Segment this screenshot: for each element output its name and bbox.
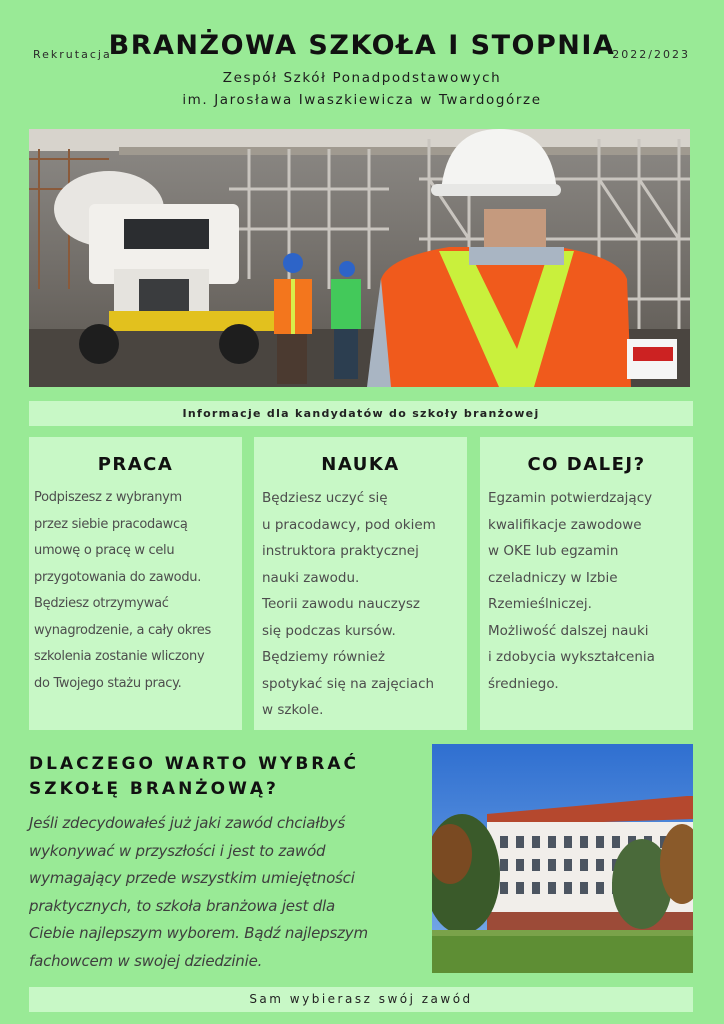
page-title: BRANŻOWA SZKOŁA I STOPNIA — [108, 30, 616, 61]
school-name-line1: Zespół Szkół Ponadpodstawowych — [222, 70, 502, 86]
column-co-dalej — [480, 437, 693, 730]
column-heading: NAUKA — [321, 454, 400, 475]
why-heading-line2: SZKOŁĘ BRANŻOWĄ? — [29, 779, 279, 799]
school-building-photo — [432, 744, 693, 973]
why-heading-line1: DLACZEGO WARTO WYBRAĆ — [29, 754, 360, 774]
why-heading — [29, 752, 419, 802]
school-name-line2: im. Jarosława Iwaszkiewicza w Twardogórze — [182, 92, 542, 108]
column-heading: CO DALEJ? — [527, 454, 646, 475]
header — [0, 0, 724, 120]
construction-site-photo — [29, 129, 690, 387]
info-bar: Informacje dla kandydatów do szkoły branżowej — [29, 401, 693, 426]
column-text: Egzamin potwierdzający kwalifikacje zawodowe w OKE lub egzamin czeladniczy w Izbie Rzemieślniczej. Możliwość dalszej nauki i zdobycia wykształcenia średniego. — [488, 490, 655, 692]
school-year: 2022/2023 — [612, 48, 690, 61]
why-paragraph: Jeśli zdecydowałeś już jaki zawód chciałbyś wykonywać w przyszłości i jest to zawód wymagający przede wszystkim umiejętności praktycznych, to szkoła branżowa jest dla Ciebie najlepszym wyborem. Bądź najlepszym fachowcem w swojej dziedzinie. — [29, 814, 368, 970]
column-nauka — [254, 437, 467, 730]
column-text: Będziesz uczyć się u pracodawcy, pod okiem instruktora praktycznej nauki zawodu. Teorii zawodu nauczysz się podczas kursów. Będziemy również spotykać się na zajęciach w szkole. — [262, 490, 436, 718]
column-text: Podpiszesz z wybranym przez siebie pracodawcą umowę o pracę w celu przygotowania do zawodu. Będziesz otrzymywać wynagrodzenie, a cały okres szkolenia zostanie wliczony do Twojego stażu pracy. — [34, 490, 211, 691]
column-heading: PRACA — [97, 454, 174, 475]
column-praca — [29, 437, 242, 730]
recruitment-label: Rekrutacja — [33, 48, 112, 61]
footer-bar: Sam wybierasz swój zawód — [29, 987, 693, 1012]
